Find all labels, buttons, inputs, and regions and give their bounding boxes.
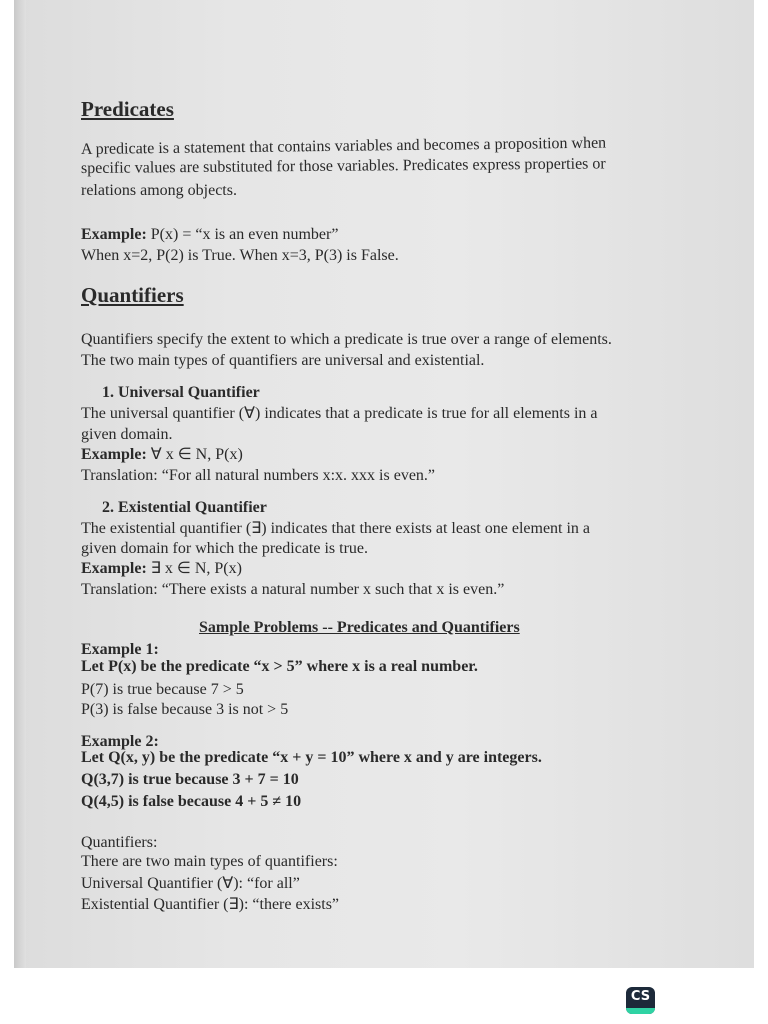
existential-line-1: The existential quantifier (∃) indicates that there exists at least one element in a — [81, 520, 591, 537]
summary-line-3: Universal Quantifier (∀): “for all” — [81, 875, 300, 892]
universal-translation: Translation: “For all natural numbers x:x. xxx is even.” — [81, 467, 436, 484]
existential-line-2: given domain for which the predicate is true. — [81, 540, 369, 557]
summary-line-4: Existential Quantifier (∃): “there exists” — [81, 896, 340, 913]
example-2-line-2: Q(3,7) is true because 3 + 7 = 10 — [81, 771, 299, 788]
example-2-line-1: Let Q(x, y) be the predicate “x + y = 10” where x and y are integers. — [81, 749, 542, 766]
example-text: ∃ x ∈ N, P(x) — [146, 560, 242, 577]
example-1-line-2: P(7) is true because 7 > 5 — [81, 681, 244, 698]
universal-example — [81, 446, 243, 464]
predicates-para-1: A predicate is a statement that contains variables and becomes a proposition when — [80, 134, 607, 158]
quantifiers-para-1: Quantifiers specify the extent to which a predicate is true over a range of elements. — [81, 331, 612, 348]
quantifiers-para-2: The two main types of quantifiers are universal and existential. — [81, 352, 485, 369]
camscanner-logo-icon — [626, 987, 655, 1014]
example-2-label: Example 2: — [81, 733, 159, 750]
existential-translation: Translation: “There exists a natural number x such that x is even.” — [81, 581, 505, 598]
example-label: Example: — [81, 560, 147, 577]
predicate-example — [81, 226, 338, 244]
example-label: Example: — [81, 446, 147, 463]
example-2-line-3: Q(4,5) is false because 4 + 5 ≠ 10 — [81, 793, 302, 810]
universal-line-2: given domain. — [81, 426, 173, 443]
example-1-line-1: Let P(x) be the predicate “x > 5” where x is a real number. — [81, 658, 478, 675]
scanned-page — [14, 0, 754, 968]
summary-line-2: There are two main types of quantifiers: — [81, 853, 338, 870]
heading-quantifiers: Quantifiers — [81, 283, 184, 307]
existential-example — [81, 560, 242, 578]
example-text: P(x) = “x is an even number” — [146, 226, 339, 243]
summary-line-1: Quantifiers: — [81, 834, 158, 851]
example-text: ∀ x ∈ N, P(x) — [146, 446, 243, 463]
existential-title: 2. Existential Quantifier — [102, 499, 267, 516]
predicates-para-3: relations among objects. — [81, 182, 237, 199]
universal-line-1: The universal quantifier (∀) indicates that a predicate is true for all elements in a — [81, 405, 598, 422]
example-1-line-3: P(3) is false because 3 is not > 5 — [81, 701, 289, 718]
logo-text: CS — [630, 989, 651, 1004]
example-1-label: Example 1: — [81, 641, 159, 658]
sample-problems-heading: Sample Problems -- Predicates and Quantifiers — [199, 619, 520, 636]
predicates-para-2: specific values are substituted for those variables. Predicates express properties or — [80, 155, 606, 177]
example-label: Example: — [81, 226, 147, 243]
predicate-when-line: When x=2, P(2) is True. When x=3, P(3) is False. — [81, 247, 399, 264]
heading-predicates: Predicates — [81, 97, 174, 121]
universal-title: 1. Universal Quantifier — [102, 384, 260, 401]
